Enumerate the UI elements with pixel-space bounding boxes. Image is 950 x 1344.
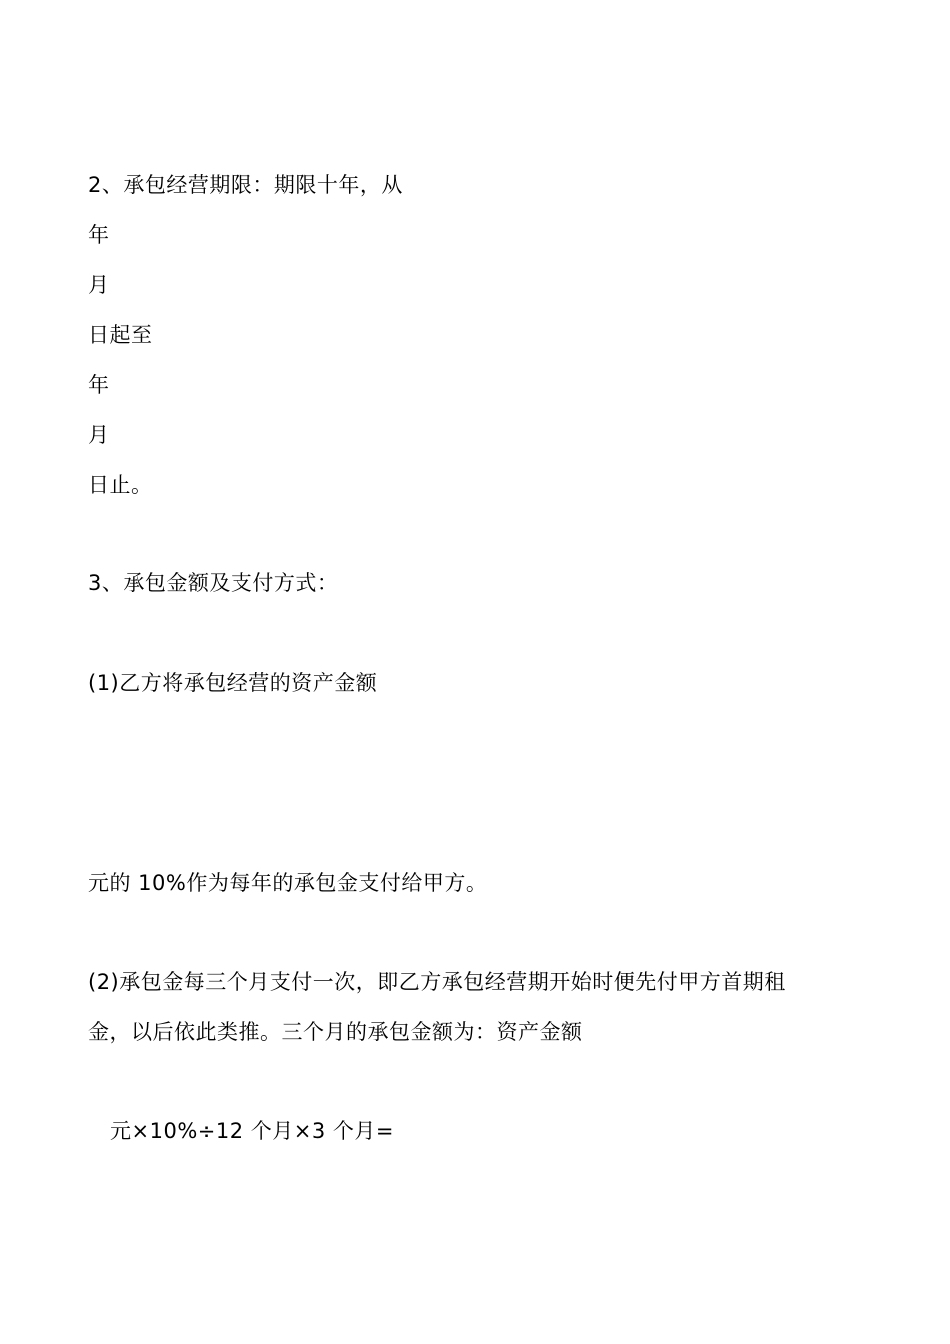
- term-start-year: 年: [88, 223, 110, 247]
- clause-3-item-2-continuation: 金，以后依此类推。三个月的承包金额为：资产金额: [88, 1020, 583, 1044]
- clause-2-term-line: 2、承包经营期限：期限十年，从: [88, 173, 403, 197]
- clause-3-heading: 3、承包金额及支付方式：: [88, 571, 339, 595]
- clause-3-item-1-line: (1)乙方将承包经营的资产金额: [88, 671, 378, 695]
- quarterly-formula-line: 元×10%÷12 个月×3 个月=: [110, 1119, 394, 1143]
- term-start-day: 日起至: [88, 323, 153, 347]
- term-end-year: 年: [88, 373, 110, 397]
- term-end-day: 日止。: [88, 473, 153, 497]
- term-start-month: 月: [88, 273, 110, 297]
- term-end-month: 月: [88, 423, 110, 447]
- clause-3-item-2-line: (2)承包金每三个月支付一次，即乙方承包经营期开始时便先付甲方首期租: [88, 970, 786, 994]
- clause-3-item-1-continuation: 元的 10%作为每年的承包金支付给甲方。: [88, 871, 488, 895]
